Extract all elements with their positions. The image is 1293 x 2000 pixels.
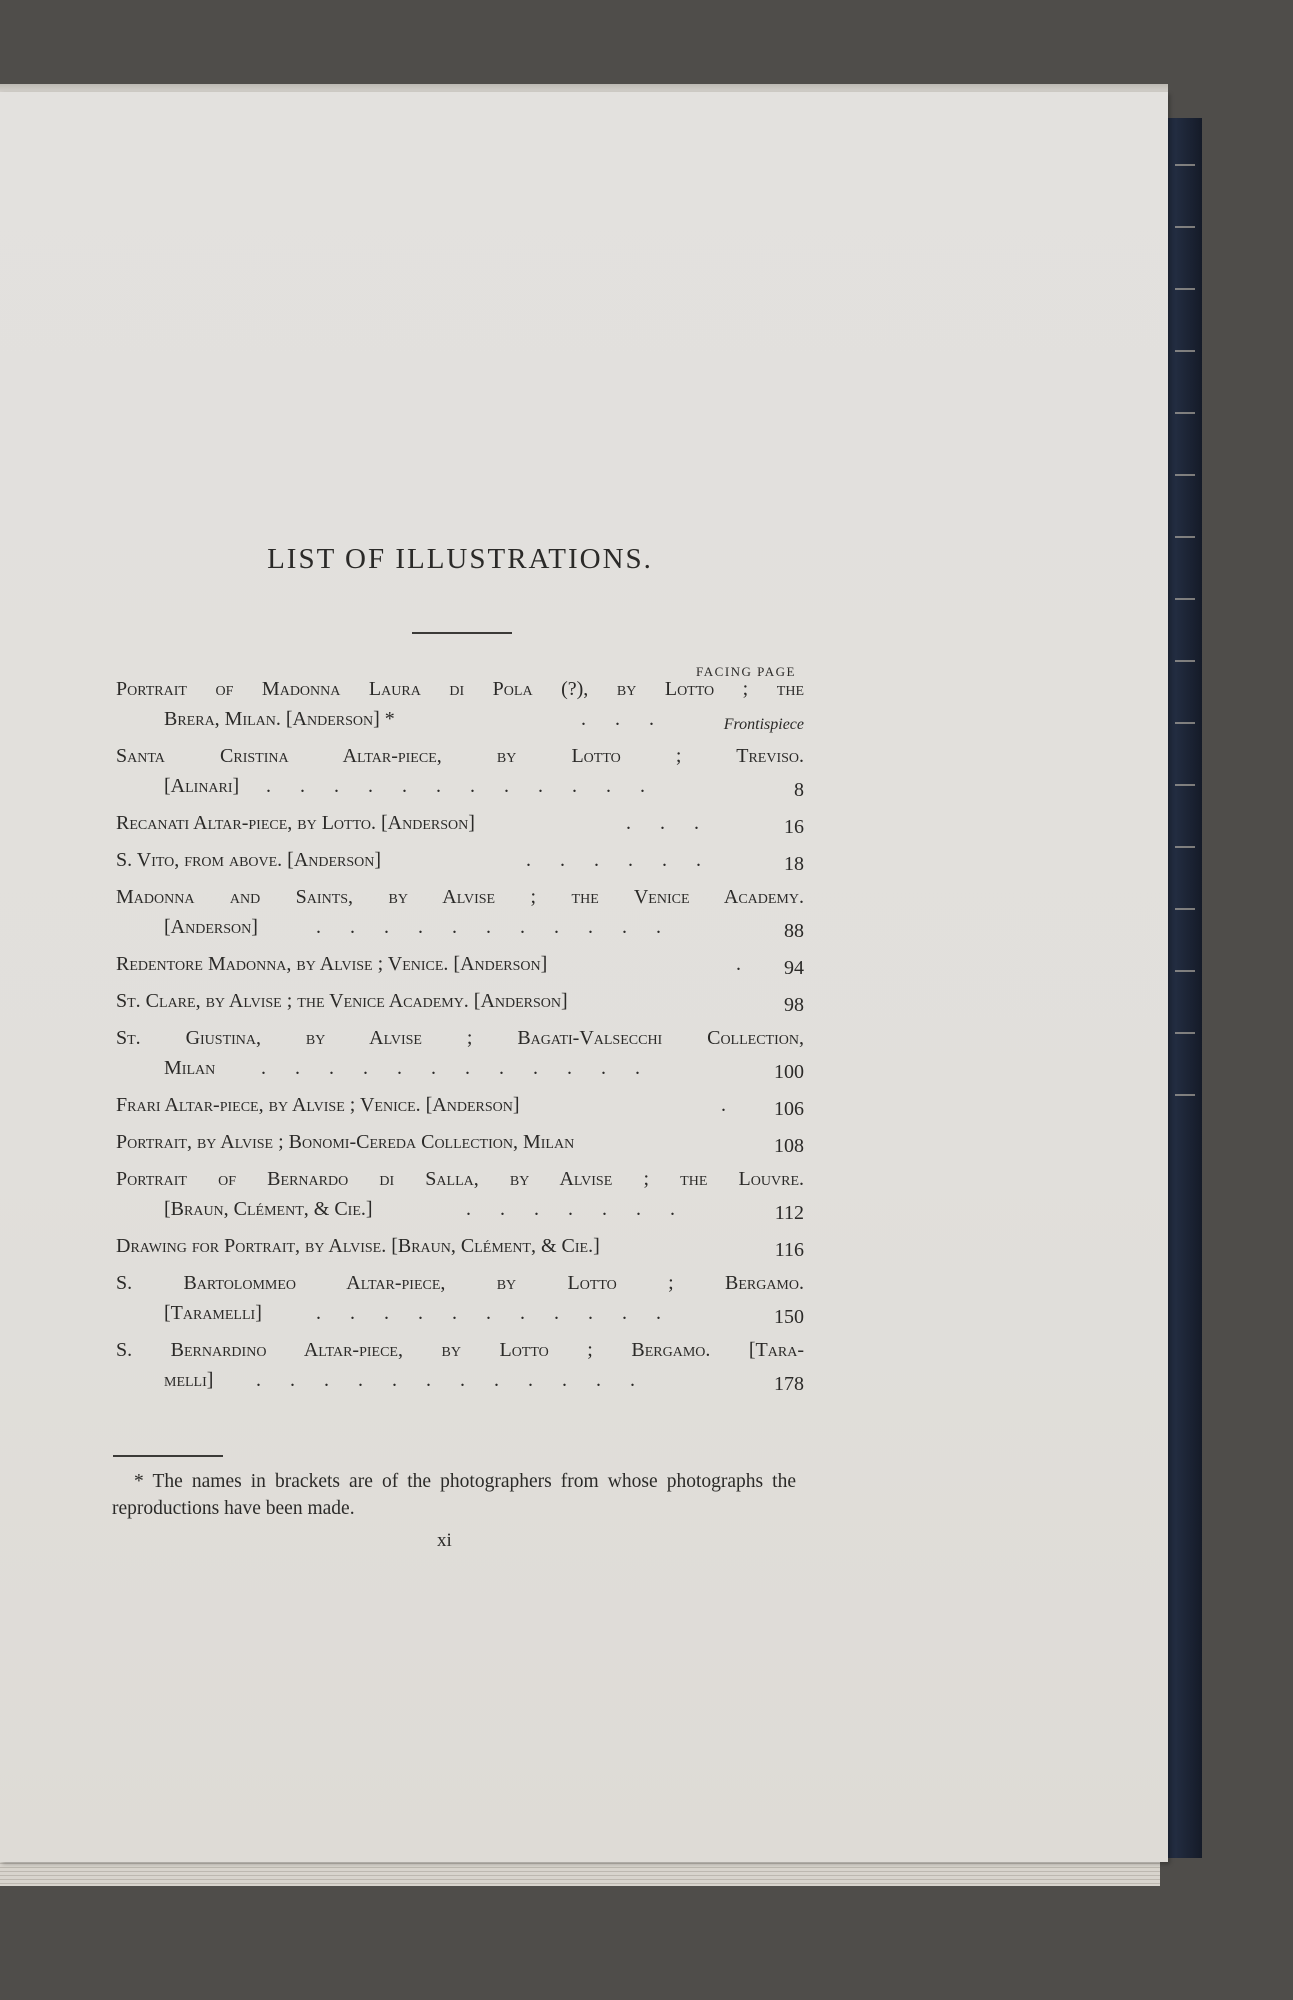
entry-line: [Taramelli] <box>164 1302 262 1324</box>
list-item <box>116 741 804 801</box>
entry-line: Drawing for Portrait, by Alvise. [Braun, Clément, & Cie.] <box>116 1235 600 1257</box>
leader-dots: . . . . . . <box>526 849 713 871</box>
entry-line: Brera, Milan. [Anderson] * <box>164 708 395 730</box>
entry-line: melli] <box>164 1369 214 1391</box>
facing-page-header: FACING PAGE <box>696 664 796 679</box>
entry-page: 108 <box>774 1135 804 1157</box>
illustrations-list <box>116 674 804 1402</box>
entry-page: 106 <box>774 1098 804 1120</box>
entry-page: 116 <box>774 1239 804 1261</box>
page-number: xi <box>437 1530 452 1551</box>
footnote-rule <box>113 1455 223 1457</box>
entry-line: Portrait of Bernardo di Salla, by Alvise ; the Louvre. <box>116 1168 804 1190</box>
entry-line: S. Bernardino Altar-piece, by Lotto ; Bergamo. [Tara- <box>116 1339 804 1361</box>
leader-dots: . . . . . . . . . . . . <box>256 1369 647 1391</box>
entry-line: [Alinari] <box>164 775 240 797</box>
entry-line: St. Clare, by Alvise ; the Venice Academy. [Anderson] <box>116 990 568 1012</box>
leader-dots: . . . . . . . . . . . . <box>261 1057 652 1079</box>
entry-line: Portrait of Madonna Laura di Pola (?), by Lotto ; the <box>116 678 804 700</box>
list-item <box>116 949 804 979</box>
entry-line: S. Vito, from above. [Anderson] <box>116 849 382 871</box>
leader-dots: . <box>736 953 753 975</box>
entry-line: Recanati Altar-piece, by Lotto. [Anderson] <box>116 812 475 834</box>
entry-line: [Braun, Clément, & Cie.] <box>164 1198 373 1220</box>
entry-page: 112 <box>774 1202 804 1224</box>
leader-dots: . . . . . . . . . . . <box>316 1302 673 1324</box>
entry-page: 100 <box>774 1061 804 1083</box>
entry-line: Frari Altar-piece, by Alvise ; Venice. [Anderson] <box>116 1094 520 1116</box>
entry-line: Santa Cristina Altar-piece, by Lotto ; Treviso. <box>116 745 804 767</box>
leader-dots: . . . . . . . <box>466 1198 687 1220</box>
entry-page: 150 <box>774 1306 804 1328</box>
footnote: * The names in brackets are of the photographers from whose photographs the reproductions have been made. <box>112 1471 796 1519</box>
list-item <box>116 1335 804 1395</box>
leader-dots: . . . . . . . . . . . . <box>266 775 657 797</box>
list-item <box>116 1164 804 1224</box>
leader-dots: . . . <box>626 812 711 834</box>
list-item <box>116 674 804 734</box>
list-item <box>116 1090 804 1120</box>
list-item <box>116 808 804 838</box>
entry-page: 18 <box>784 853 804 875</box>
entry-line: Redentore Madonna, by Alvise ; Venice. [Anderson] <box>116 953 548 975</box>
entry-page: Frontispiece <box>723 716 804 733</box>
list-item <box>116 986 804 1016</box>
entry-page: 178 <box>774 1373 804 1395</box>
page-title: LIST OF ILLUSTRATIONS. <box>267 543 653 575</box>
list-item <box>116 1231 804 1261</box>
frayed-cover-edge <box>1175 130 1195 1130</box>
entry-page: 16 <box>784 816 804 838</box>
list-item <box>116 882 804 942</box>
leader-dots: . . . . . . . . . . . <box>316 916 673 938</box>
entry-line: Madonna and Saints, by Alvise ; the Venice Academy. <box>116 886 804 908</box>
title-rule <box>412 632 512 634</box>
entry-line: [Anderson] <box>164 916 258 938</box>
list-item <box>116 1268 804 1328</box>
list-item <box>116 1127 804 1157</box>
entry-line: St. Giustina, by Alvise ; Bagati-Valsecchi Collection, <box>116 1027 804 1049</box>
entry-page: 8 <box>794 779 804 801</box>
entry-page: 94 <box>784 957 804 979</box>
entry-line: Portrait, by Alvise ; Bonomi-Cereda Collection, Milan <box>116 1131 575 1153</box>
list-item <box>116 845 804 875</box>
leader-dots: . <box>721 1094 738 1116</box>
page-stack <box>0 1860 1160 1886</box>
entry-line: S. Bartolommeo Altar-piece, by Lotto ; Bergamo. <box>116 1272 804 1294</box>
list-item <box>116 1023 804 1083</box>
entry-line: Milan <box>164 1057 216 1079</box>
entry-page: 88 <box>784 920 804 942</box>
entry-page: 98 <box>784 994 804 1016</box>
leader-dots: . . . <box>581 708 666 730</box>
